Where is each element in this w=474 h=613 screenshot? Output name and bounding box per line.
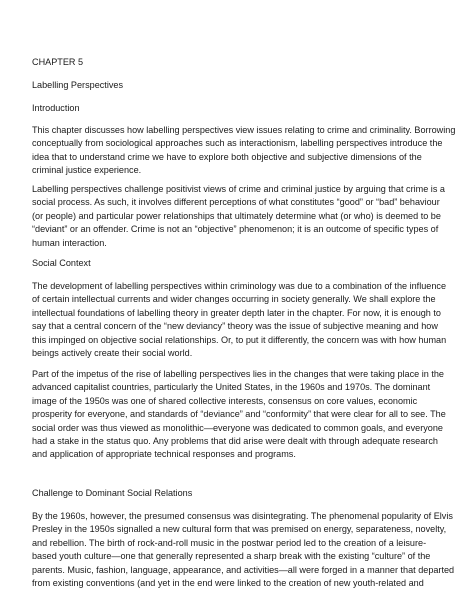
paragraph — [32, 183, 444, 250]
text-line: of certain intellectual currents and wider changes occurring in society generally. We shall explore the — [32, 294, 436, 305]
text-line: from existing conventions (and yet in the end were linked to the creation of new youth-related and — [32, 578, 424, 589]
section-heading-introduction — [32, 102, 444, 115]
text-line: had a stake in the status quo. Any problems that did arise were dealt with through adequate research — [32, 436, 438, 447]
section-heading: Social Context — [32, 258, 91, 268]
text-line: say that a central concern of the “new deviancy” theory was the issue of subjective meaning and how — [32, 321, 438, 332]
text-line: this impinged on objective social relationships. Or, to put it differently, the concern was with how human — [32, 334, 447, 345]
chapter-number: CHAPTER 5 — [32, 57, 84, 67]
paragraph — [32, 510, 455, 590]
text-line: parents. Music, fashion, language, appearance, and activities—all were forged in a manner that departed — [32, 564, 455, 575]
text-line: based youth culture—one that generally represented a sharp break with the existing “culture” of the — [32, 551, 431, 562]
text-line: (or people) and particular power relationships that ultimately determine what (or who) is deemed to be — [32, 210, 441, 221]
text-line: and application of appropriate technical responses and programs. — [32, 449, 296, 460]
text-line: intellectual foundations of labelling theory in greater depth later in the chapter. For now, it is enough to — [32, 307, 441, 318]
text-line: By the 1960s, however, the presumed consensus was disintegrating. The phenomenal popularity of Elvis — [32, 511, 453, 521]
text-line: and rebellion. The birth of rock-and-roll music in the postwar period led to the creation of a leisure- — [32, 537, 427, 548]
text-line: idea that to understand crime we have to explore both objective and subjective dimensions of the — [32, 151, 422, 162]
text-line: beings actively create their social world. — [32, 348, 193, 359]
section-heading: Challenge to Dominant Social Relations — [32, 488, 193, 498]
chapter-title-block — [32, 79, 444, 92]
text-line: This chapter discusses how labelling perspectives view issues relating to crime and criminality. Borrowing — [32, 125, 456, 135]
text-line: image of the 1950s was one of shared collective interests, consensus on core values, economic — [32, 395, 418, 406]
text-line: Part of the impetus of the rise of labelling perspectives lies in the changes that were taking place in the — [32, 369, 444, 379]
text-line: conceptually from sociological approaches such as interactionism, labelling perspectives introduce the — [32, 138, 443, 149]
text-line: Labelling perspectives challenge positivist views of crime and criminal justice by arguing that crime is a — [32, 184, 445, 194]
text-line: advanced capitalist countries, particularly the United States, in the 1960s and 1970s. The dominant — [32, 382, 431, 393]
section-heading-social-context — [32, 257, 444, 270]
chapter-label — [32, 56, 444, 69]
chapter-title: Labelling Perspectives — [32, 80, 123, 90]
paragraph — [32, 124, 456, 178]
text-line: “deviant” or an offender. Crime is not an “objective” phenomenon; it is an outcome of specific types of — [32, 224, 439, 235]
section-heading: Introduction — [32, 103, 80, 113]
text-line: The development of labelling perspectives within criminology was due to a combination of the influence — [32, 281, 447, 291]
text-line: Presley in the 1950s signalled a new cultural form that was premised on energy, separateness, novelty, — [32, 524, 447, 535]
text-line: human interaction. — [32, 237, 107, 248]
section-heading-challenge — [32, 487, 444, 500]
text-line: social process. As such, it involves different perceptions of what constitutes “good” or “bad” behaviour — [32, 197, 440, 208]
text-line: prosperity for everyone, and standards of “deviance” and “conformity” that were clear for all to see. The — [32, 409, 446, 420]
paragraph — [32, 368, 444, 462]
text-line: social order was thus viewed as monolithic—everyone was dedicated to common goals, and everyone — [32, 422, 443, 433]
paragraph — [32, 280, 447, 360]
text-line: criminal justice experience. — [32, 165, 142, 176]
